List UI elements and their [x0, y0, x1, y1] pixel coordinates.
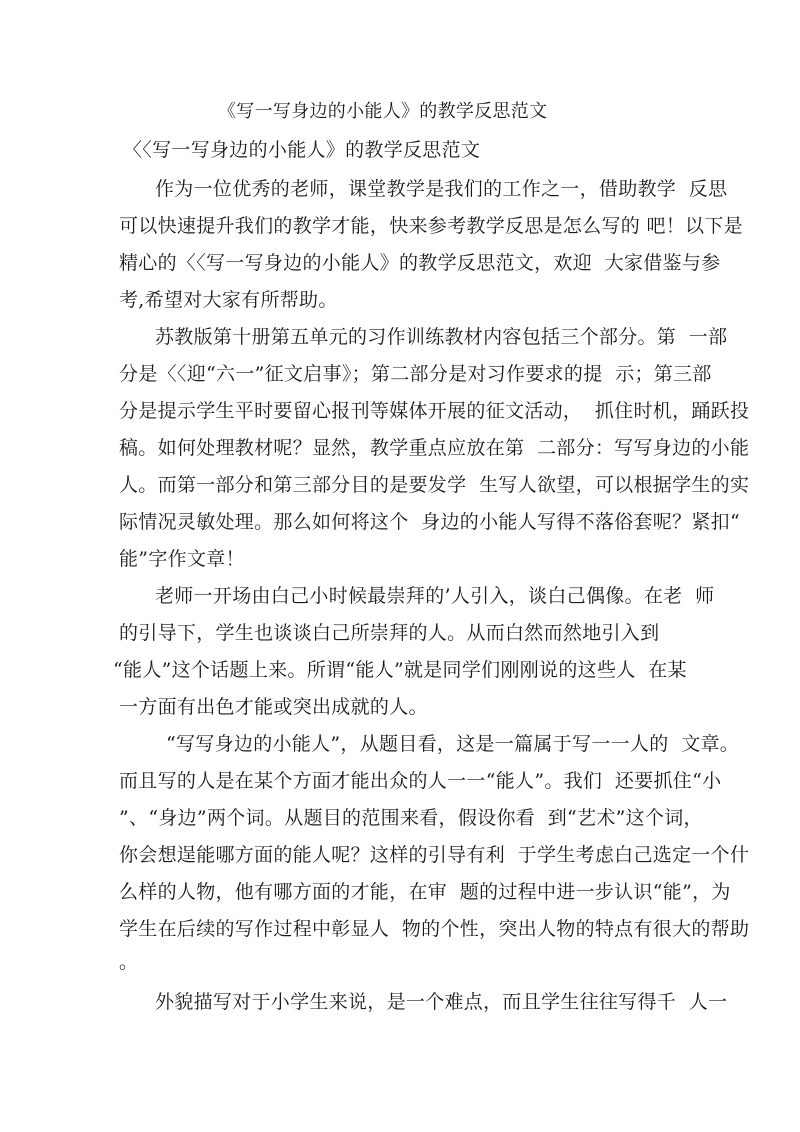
paragraph-2-line-3: 分是提示学生平时要留心报刊等媒体开展的征文活动， 抓住时机，踊跃投	[119, 400, 750, 422]
paragraph-4-line-4: 你会想逞能哪方面的能人呢？这样的引导有利 于学生考虑白己选定一个什	[119, 844, 750, 866]
paragraph-2-line-2: 分是〈〈迎“六一”征文启事》；第二部分是对习作要求的提 示；第三部	[119, 363, 712, 385]
paragraph-5-line-1: 外貌描写对于小学生来说，是一个难点，而且学生往往写得千 人一	[155, 991, 728, 1013]
paragraph-1-line-1: 作为一位优秀的老师，课堂教学是我们的工作之一，借助教学 反思	[155, 178, 728, 200]
paragraph-4-line-2: 而且写的人是在某个方面才能出众的人一一“能人”。我们 还要抓住“小	[119, 770, 722, 792]
paragraph-2-line-6: 际情况灵敏处理。那么如何将这个 身边的小能人写得不落俗套呢？紧扣“	[119, 511, 740, 533]
paragraph-1-line-3: 精心的〈〈写一写身边的小能人》的教学反思范文，欢迎 大家借鉴与参	[119, 252, 721, 274]
paragraph-1-line-2: 可以快速提升我们的教学才能，快来参考教学反思是怎么写的 吧！以下是	[119, 215, 743, 237]
paragraph-3-line-3: “能人”这个话题上来。所谓“能人”就是同学们刚刚说的这些人 在某	[113, 659, 687, 681]
document-title: 《写一写身边的小能人》的教学反思范文	[218, 101, 548, 122]
paragraph-4-line-1: “写写身边的小能人”，从题目看，这是一篇属于写一一人的 文章。	[166, 733, 740, 755]
paragraph-2-line-4: 稿。如何处理教材呢？显然，教学重点应放在第 二部分：写写身边的小能	[119, 437, 750, 459]
paragraph-4-line-7: 。	[119, 951, 139, 973]
paragraph-1-line-4: 考,希望对大家有所帮助。	[119, 289, 338, 311]
paragraph-4-line-6: 学生在后续的写作过程中彰显人 物的个性，突出人物的特点有很大的帮助	[119, 918, 750, 940]
paragraph-3-line-1: 老师一开场由白己小时候最崇拜的’人引入，谈白己偶像。在老 师	[155, 585, 715, 607]
paragraph-4-line-3: ”、“身边”两个词。从题目的范围来看，假设你看 到“艺术”这个词，	[119, 807, 703, 829]
paragraph-2-line-7: 能”字作文章！	[119, 548, 245, 570]
paragraph-3-line-4: 一方面有出色才能或突出成就的人。	[119, 696, 428, 718]
document-subtitle: 〈〈写一写身边的小能人》的教学反思范文	[123, 139, 481, 161]
paragraph-2-line-1: 苏教版第十册第五单元的习作训练教材内容包括三个部分。第 一部	[155, 326, 728, 348]
paragraph-3-line-2: 的引导下，学生也谈谈白己所崇拜的人。从而白然而然地引入到	[119, 622, 660, 644]
paragraph-4-line-5: 么样的人物，他有哪方面的才能，在审 题的过程中进一步认识“能”，为	[119, 881, 731, 903]
paragraph-2-line-5: 人。而第一部分和第三部分目的是要发学 生写人欲望，可以根据学生的实	[119, 474, 750, 496]
